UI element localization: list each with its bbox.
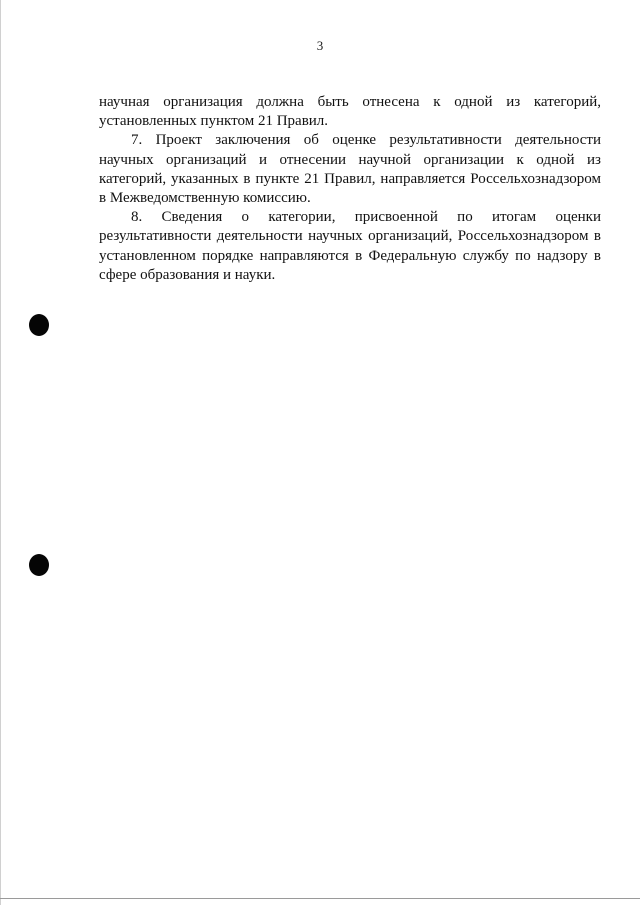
page-bottom-edge <box>0 898 640 899</box>
punch-hole-top <box>29 314 49 336</box>
page-left-edge <box>0 0 1 905</box>
paragraph-continuation: научная организация должна быть отнесена к одной из категорий, установленных пунктом 21 Правил. <box>99 94 601 130</box>
document-body <box>99 93 601 285</box>
page-number: 3 <box>316 38 324 53</box>
punch-hole-bottom <box>29 554 49 576</box>
paragraph-8: 8. Сведения о категории, присвоенной по итогам оценки результативности деятельности научных организаций, Россельхознадзором в установленном порядке направляются в Федеральную службу по надзору в сфере образования и науки. <box>99 209 601 283</box>
paragraph-7: 7. Проект заключения об оценке результативности деятельности научных организаций и отнесении научной организации к одной из категорий, указанных в пункте 21 Правил, направляется Россельхознадзором в Межведомственную комиссию. <box>99 132 601 207</box>
